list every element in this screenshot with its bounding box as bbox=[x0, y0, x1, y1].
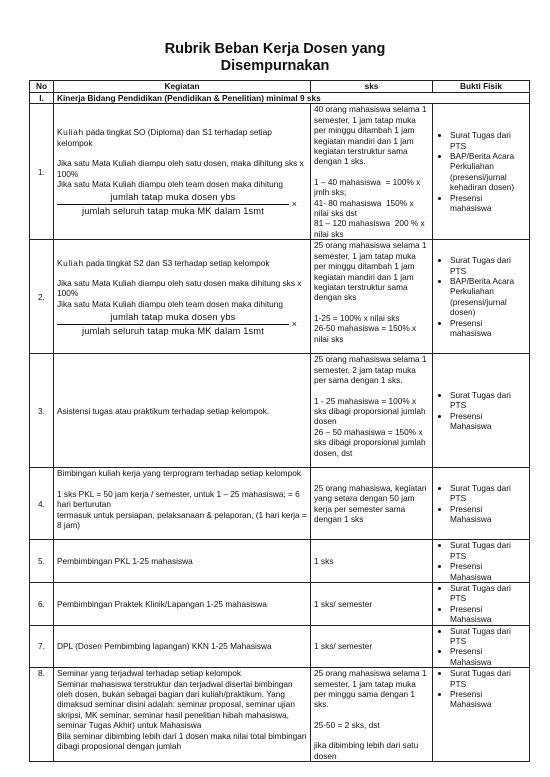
bukti-item: • Presensi mahasiswa bbox=[450, 318, 526, 339]
fraction-formula bbox=[57, 192, 297, 216]
kegiatan-text: Kuliah pada tingkat SO (Diploma) dan S1 terhadap setiap kelompok bbox=[57, 127, 275, 148]
bukti-cell bbox=[433, 668, 530, 762]
section-no: I. bbox=[30, 93, 54, 104]
section-label: Kinerja Bidang Pendidikan (Pendidikan & Penelitian) minimal 9 sks bbox=[54, 93, 530, 104]
bukti-item: • Surat Tugas dari PTS bbox=[450, 130, 526, 151]
kegiatan-cell bbox=[54, 354, 311, 468]
kegiatan-cell: Pembimbingan PKL 1-25 mahasiswa bbox=[54, 540, 311, 583]
fraction-denominator: jumlah seluruh tatap muka MK dalam 1smt bbox=[82, 205, 264, 216]
sks-cell bbox=[311, 354, 433, 468]
sks-text: 1-25 = 100% x nilai sks bbox=[314, 312, 400, 323]
bukti-cell bbox=[433, 625, 530, 668]
sks-text: 25 orang mahasiswa, kegiatan yang setara dengan 50 jam kerja per semester sama dengan 1 sks bbox=[314, 482, 429, 525]
row-no: 2. bbox=[30, 240, 54, 354]
table-row bbox=[30, 540, 530, 583]
bukti-item: • Presensi Mahasiswa bbox=[450, 504, 526, 525]
sks-cell: 1 sks bbox=[311, 540, 433, 583]
sks-text: 26 – 50 mahasiswa = 150% x sks dibagi proporsional jumlah dosen, dst bbox=[314, 426, 428, 458]
row-no: 8. bbox=[30, 668, 54, 762]
bukti-item: • BAP/Berita Acara Perkuliahan (presensi/jurnal dosen) bbox=[450, 276, 526, 318]
kegiatan-text: Kuliah pada tingkat S2 dan S3 terhadap setiap kelompok bbox=[57, 257, 270, 268]
bukti-item: • BAP/Berita Acara Perkuliahan (presensi/jurnal kehadiran dosen) bbox=[450, 151, 526, 193]
sks-text: 81 – 120 mahasiswa 200 % x nilai sks bbox=[314, 218, 428, 239]
kegiatan-text: Jika satu Mata Kuliah diampu oleh satu dosen, maka dihitung sks x 100% bbox=[57, 158, 307, 179]
bukti-cell bbox=[433, 468, 530, 540]
sks-text: 1 - 25 mahasiswa = 100% x sks dibagi proporsional jumlah dosen bbox=[314, 395, 428, 427]
bukti-item: • Surat Tugas dari PTS bbox=[450, 483, 526, 504]
bukti-item: • Surat Tugas dari PTS bbox=[450, 390, 526, 411]
sks-cell bbox=[311, 240, 433, 354]
sks-cell bbox=[311, 668, 433, 762]
sks-cell: 1 sks/ semester bbox=[311, 625, 433, 668]
table-row bbox=[30, 668, 530, 762]
section-row bbox=[30, 93, 530, 104]
bukti-item: • Presensi mahasiswa bbox=[450, 193, 526, 214]
header-no: No bbox=[30, 81, 54, 93]
kegiatan-text: Jika satu Mata Kuliah diampu oleh team dosen maka dihitung bbox=[57, 179, 283, 190]
bukti-item: • Surat Tugas dari PTS bbox=[450, 668, 526, 689]
kegiatan-text: Bimbingan kuliah kerja yang terprogram terhadap setiap kelompok bbox=[57, 468, 301, 479]
header-kegiatan: Kegiatan bbox=[54, 81, 311, 93]
table-row bbox=[30, 104, 530, 240]
kegiatan-text: Asistensi tugas atau praktikum terhadap setiap kelompok. bbox=[57, 405, 270, 416]
table-row bbox=[30, 354, 530, 468]
sks-text: 26-50 mahasiswa = 150% x nilai sks bbox=[314, 323, 419, 344]
bukti-item: • Surat Tugas dari PTS bbox=[450, 583, 526, 604]
bukti-cell bbox=[433, 104, 530, 240]
bukti-cell bbox=[433, 582, 530, 625]
header-sks: sks bbox=[311, 81, 433, 93]
bukti-item: • Presensi Mahasiswa bbox=[450, 411, 526, 432]
sks-text: jika dibimbing lebih dari satu dosen bbox=[314, 740, 421, 761]
bukti-cell bbox=[433, 240, 530, 354]
fraction-numerator: jumlah tatap muka dosen ybs bbox=[110, 192, 236, 203]
row-no: 6. bbox=[30, 582, 54, 625]
table-row bbox=[30, 582, 530, 625]
bukti-cell bbox=[433, 354, 530, 468]
table-row bbox=[30, 468, 530, 540]
row-no: 3. bbox=[30, 354, 54, 468]
title-line-1: Rubrik Beban Kerja Dosen yang bbox=[164, 41, 386, 57]
kegiatan-cell bbox=[54, 468, 311, 540]
sks-cell bbox=[311, 104, 433, 240]
sks-text: 25 orang mahasiswa selama 1 semester, 1 jam tatap muka per minggu sama dengan 1 sks. bbox=[314, 668, 429, 710]
rubric-table bbox=[29, 80, 530, 762]
sks-text: 40 orang mahasiswa selama 1 semester, 1 jam tatap muka per minggu ditambah 1 jam kegiatan mandiri dan 1 jam kegiatan terstruktur sama dengan 1 sks. bbox=[314, 104, 429, 167]
bukti-item: • Presensi Mahasiswa bbox=[450, 646, 526, 667]
kegiatan-text: Jika satu Mata Kuliah diampu oleh team dosen maka dihitung bbox=[57, 298, 283, 309]
bukti-item: • Presensi Mahasiswa bbox=[450, 561, 526, 582]
kegiatan-cell: DPL (Dosen Pembimbing lapangan) KKN 1-25 Mahasiswa bbox=[54, 625, 311, 668]
sks-text: 25-50 = 2 sks, dst bbox=[314, 719, 380, 730]
multiply-symbol: × bbox=[291, 199, 297, 210]
row-no: 5. bbox=[30, 540, 54, 583]
table-row bbox=[30, 625, 530, 668]
fraction-formula bbox=[57, 312, 297, 336]
table-row bbox=[30, 240, 530, 354]
kegiatan-text: 1 sks PKL = 50 jam kerja / semester, untuk 1 – 25 mahasiswa; = 6 hari berturutan bbox=[57, 488, 303, 510]
sks-text: 25 orang mahasiswa selama 1 semester, 1 jam tatap muka per minggu ditambah 1 jam kegiatan mandiri dan 1 jam kegiatan terstruktur sama dengan sks bbox=[314, 240, 429, 303]
header-bukti: Bukti Fisik bbox=[433, 81, 530, 93]
sks-cell bbox=[311, 468, 433, 540]
fraction-denominator: jumlah seluruh tatap muka MK dalam 1smt bbox=[82, 325, 264, 336]
kegiatan-text: Bila seminar dibimbing lebih dari 1 dosen maka nilai total bimbingan dibagi proposional dengan jumlah bbox=[57, 730, 309, 751]
sks-text: 41- 80 mahasiswa 150% x nilai sks dst bbox=[314, 197, 416, 219]
kegiatan-text: Seminar yang terjadwal terhadap setiap kelompok bbox=[57, 668, 242, 679]
bukti-item: • Presensi Mahasiswa bbox=[450, 604, 526, 625]
sks-cell: 1 sks/ semester bbox=[311, 582, 433, 625]
bukti-item: • Surat Tugas dari PTS bbox=[450, 540, 526, 561]
sks-text: 1 – 40 mahasiswa = 100% x jmlh sks; bbox=[314, 176, 423, 198]
multiply-symbol: × bbox=[291, 319, 297, 330]
bukti-item: • Presensi Mahasiswa bbox=[450, 689, 526, 710]
kegiatan-cell: Pembimbingan Praktek Klinik/Lapangan 1-25 mahasiswa bbox=[54, 582, 311, 625]
page-title bbox=[0, 41, 550, 75]
bukti-item: • Surat Tugas dari PTS bbox=[450, 255, 526, 276]
kegiatan-text: termasuk untuk persiapan, pelaksanaan & pelaporan, (1 hari kerja = 8 jam) bbox=[57, 509, 310, 530]
row-no: 7. bbox=[30, 625, 54, 668]
header-row bbox=[30, 81, 530, 93]
kegiatan-text: Seminar mahasiswa terstruktur dan terjadwal disertai bimbingan oleh dosen, bukan sebagai bagian dari kuliah/praktikum. Yang dimaksud seminar disini adalah: seminar proposal, seminar ujian skripsi, MK seminar, seminar hasil penelitian hibah mahasiswa, seminar Tugas Akhir) untuk Mahasiswa bbox=[57, 678, 298, 731]
kegiatan-cell bbox=[54, 104, 311, 240]
kegiatan-cell bbox=[54, 240, 311, 354]
bukti-item: • Surat Tugas dari PTS bbox=[450, 626, 526, 647]
bukti-cell bbox=[433, 540, 530, 583]
row-no: 1. bbox=[30, 104, 54, 240]
sks-text: 25 orang mahasiswa selama 1 semester, 2 jam tatap muka per sama dengan 1 sks. bbox=[314, 354, 429, 386]
fraction-numerator: jumlah tatap muka dosen ybs bbox=[110, 312, 236, 323]
row-no: 4. bbox=[30, 468, 54, 540]
kegiatan-text: Jika satu Mata Kuliah diampu oleh satu dosen maka dihitung sks x 100% bbox=[57, 277, 304, 299]
title-line-2: Disempurnakan bbox=[220, 58, 330, 74]
kegiatan-cell bbox=[54, 668, 311, 762]
